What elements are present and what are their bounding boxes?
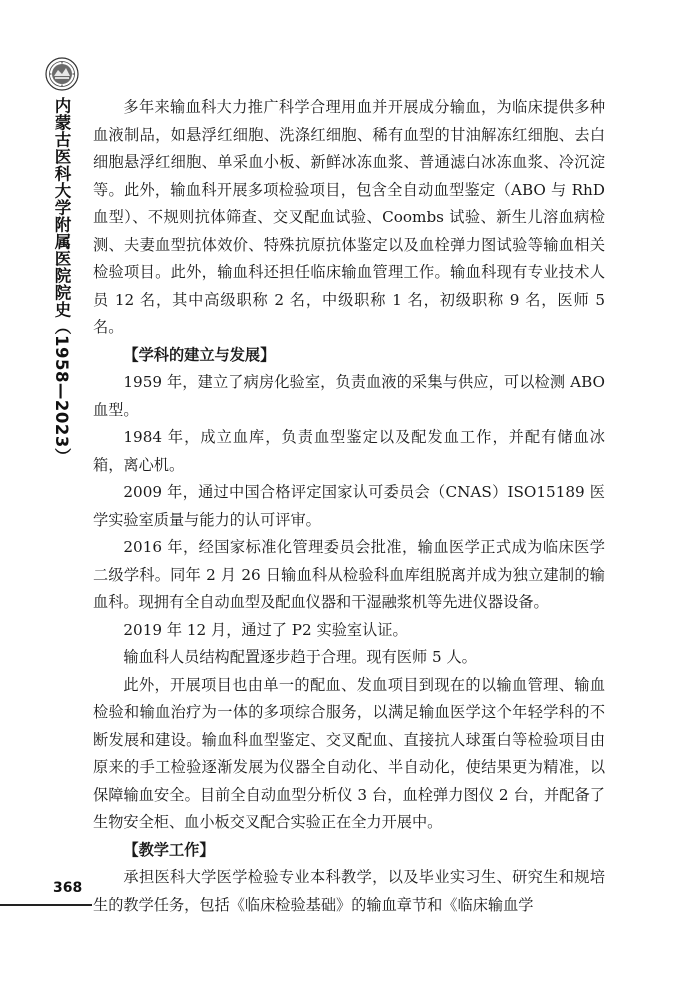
book-year-range: （1958—2023） <box>52 318 71 465</box>
paragraph-2016: 2016 年，经国家标准化管理委员会批准，输血医学正式成为临床医学二级学科。同年 2 月 26 日输血科从检验科血库组脱离并成为独立建制的输血科。现拥有全自动血型及配血仪器和干湿融浆机等先进仪器设备。 <box>93 538 605 611</box>
paragraph-2019: 2019 年 12 月，通过了 P2 实验室认证。 <box>123 620 408 639</box>
section-heading-teaching: 【教学工作】 <box>123 840 215 859</box>
paragraph-2009: 2009 年，通过中国合格评定国家认可委员会（CNAS）ISO15189 医学实验室质量与能力的认可评审。 <box>93 483 605 529</box>
page-number: 368 <box>53 880 83 896</box>
main-text <box>93 94 605 919</box>
paragraph-staffing: 输血科人员结构配置逐步趋于合理。现有医师 5 人。 <box>123 648 477 666</box>
page-spine <box>0 0 92 983</box>
section-heading-development: 【学科的建立与发展】 <box>123 345 276 364</box>
university-emblem-icon <box>45 57 79 91</box>
paragraph-1959: 1959 年，建立了病房化验室，负责血液的采集与供应，可以检测 ABO 血型。 <box>93 373 605 419</box>
paragraph-services: 此外，开展项目也由单一的配血、发血项目到现在的以输血管理、输血检验和输血治疗为一体的多项综合服务，以满足输血医学这个年轻学科的不断发展和建设。输血科血型鉴定、交叉配血、直接抗人球蛋白等检验项目由原来的手工检验逐渐发展为仪器全自动化、半自动化，使结果更为精准，以保障输血安全。目前全自动血型分析仪 3 台，血栓弹力图仪 2 台，并配备了生物安全柜、血小板交叉配合实验正在全力开展中。 <box>93 675 605 831</box>
paragraph-1984: 1984 年，成立血库，负责血型鉴定以及配发血工作，并配有储血冰箱，离心机。 <box>93 428 605 474</box>
page-number-rule <box>0 904 92 906</box>
paragraph-teaching: 承担医科大学医学检验专业本科教学，以及毕业实习生、研究生和规培生的教学任务，包括《临床检验基础》的输血章节和《临床输血学 <box>93 868 605 914</box>
book-title: 内蒙古医科大学附属医院院史 <box>52 97 71 318</box>
book-title-vertical <box>46 97 76 465</box>
paragraph-overview: 多年来输血科大力推广科学合理用血并开展成分输血，为临床提供多种血液制品，如悬浮红细胞、洗涤红细胞、稀有血型的甘油解冻红细胞、去白细胞悬浮红细胞、单采血小板、新鲜冰冻血浆、普通滤白冰冻血浆、冷沉淀等。此外，输血科开展多项检验项目，包含全自动血型鉴定（ABO 与 RhD 血型）、不规则抗体筛查、交叉配血试验、Coombs 试验、新生儿溶血病检测、夫妻血型抗体效价、特殊抗原抗体鉴定以及血栓弹力图试验等输血相关检验项目。此外，输血科还担任临床输血管理工作。输血科现有专业技术人员 12 名，其中高级职称 2 名，中级职称 1 名，初级职称 9 名，医师 5 名。 <box>93 98 605 336</box>
